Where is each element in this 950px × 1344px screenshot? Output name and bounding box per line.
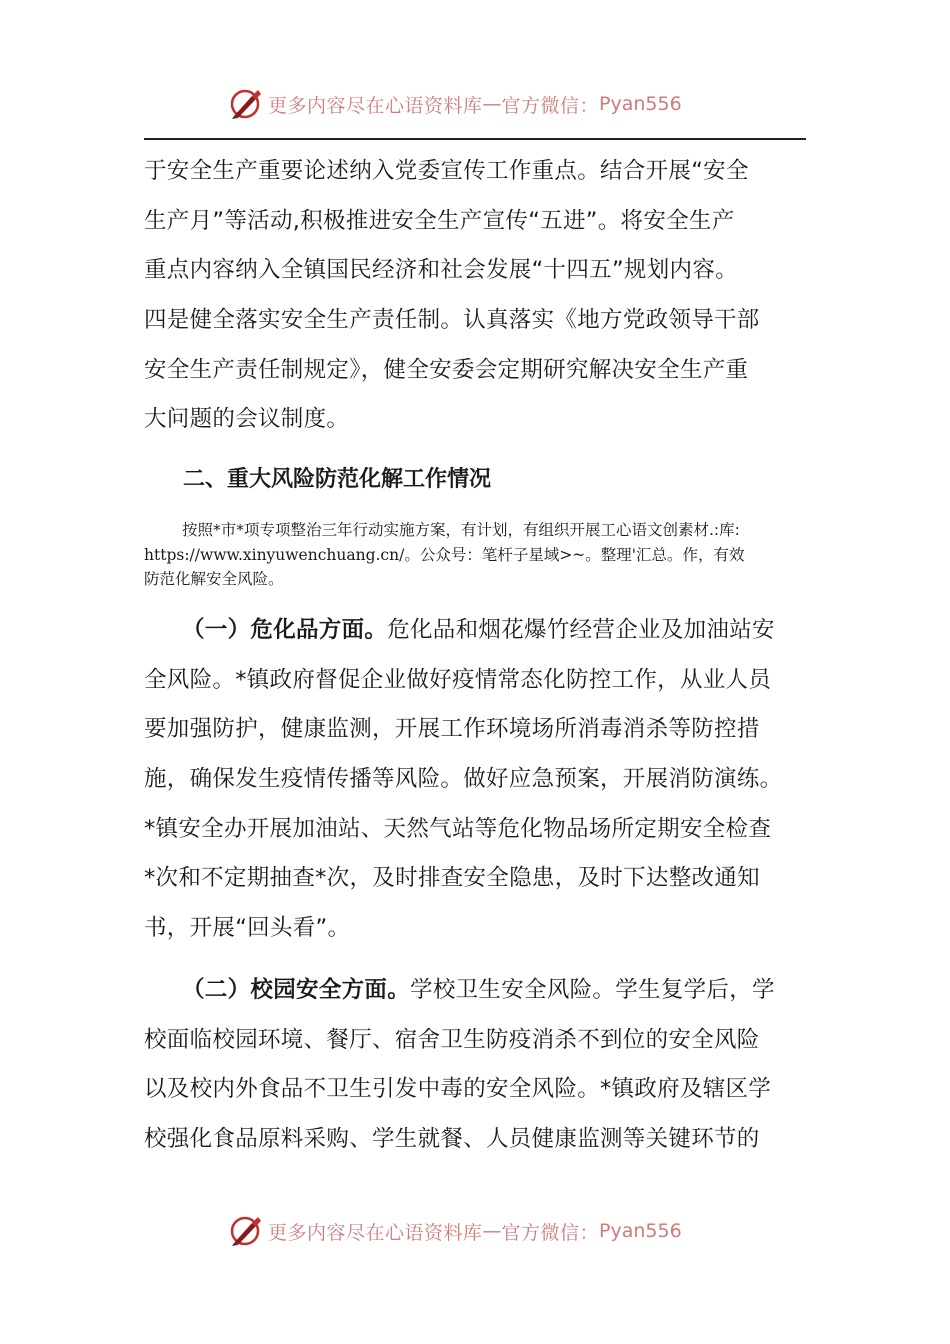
paragraph-1-line: 重点内容纳入全镇国民经济和社会发展“十四五”规划内容。: [144, 257, 738, 284]
paragraph-1: [144, 147, 824, 445]
header-official-label: 官方微信：: [501, 94, 600, 117]
header-rule: [144, 138, 806, 140]
paragraph-1-line: 四是健全落实安全生产责任制。认真落实《地方党政领导干部: [144, 307, 760, 334]
paragraph-1-line: 于安全生产重要论述纳入党委宣传工作重点。结合开展“安全: [144, 158, 749, 184]
paragraph-1-line: 生产月”等活动,积极推进安全生产宣传“五进”。将安全生产: [144, 207, 735, 234]
footer-banner-dash: —: [482, 1220, 502, 1242]
header-banner-dash: —: [482, 93, 502, 115]
section-heading: 二、重大风险防范化解工作情况: [183, 467, 492, 492]
paragraph-2-first-rest: 危化品和烟花爆竹经营企业及加油站安: [387, 617, 775, 643]
header-wechat-id: Pyan556: [599, 93, 682, 115]
paragraph-3: [144, 966, 824, 1165]
paragraph-2-line: 书，开展“回头看”。: [144, 915, 351, 942]
footer-banner-text: 更多内容尽在心语资料库: [268, 1221, 483, 1244]
paragraph-2-first-line: [144, 606, 824, 656]
paragraph-1-line: 大问题的会议制度。: [144, 406, 350, 433]
paragraph-3-line: 校强化食品原料采购、学生就餐、人员健康监测等关键环节的: [144, 1126, 760, 1153]
paragraph-2-line: *镇安全办开展加油站、天然气站等危化物品场所定期安全检查: [144, 815, 772, 842]
paragraph-2: [144, 606, 824, 954]
footer-banner: [228, 1211, 748, 1251]
paragraph-3-first-line: [144, 966, 824, 1016]
paragraph-3-line: 以及校内外食品不卫生引发中毒的安全风险。*镇政府及辖区学: [144, 1076, 772, 1103]
paragraph-2-lead: （一）危化品方面。: [182, 617, 388, 643]
pen-logo-icon: [228, 1213, 264, 1249]
footer-wechat-id: Pyan556: [599, 1220, 682, 1242]
paragraph-3-first-rest: 学校卫生安全风险。学生复学后，学: [410, 977, 775, 1003]
note-line: 按照*市*项专项整治三年行动实施方案，有计划，有组织开展工心语文创素材.:库:: [182, 521, 740, 539]
note-paragraph: [144, 518, 824, 592]
paragraph-2-line: 要加强防护，健康监测，开展工作环境场所消毒消杀等防控措: [144, 716, 760, 743]
pen-logo-icon: [228, 86, 264, 122]
note-line: https://www.xinyuwenchuang.cn/。公众号：笔杆子星域>~。整理'汇总。作，有效: [144, 545, 745, 564]
header-banner-text: 更多内容尽在心语资料库: [268, 94, 483, 117]
footer-official-label: 官方微信：: [501, 1221, 600, 1244]
paragraph-1-line: 安全生产责任制规定》，健全安委会定期研究解决安全生产重: [144, 356, 749, 383]
note-line: 防范化解安全风险。: [144, 570, 284, 588]
paragraph-2-line: *次和不定期抽查*次，及时排查安全隐患，及时下达整改通知: [144, 865, 760, 892]
header-banner: [228, 84, 748, 124]
paragraph-3-line: 校面临校园环境、餐厅、宿舍卫生防疫消杀不到位的安全风险: [144, 1026, 760, 1053]
paragraph-2-line: 施，确保发生疫情传播等风险。做好应急预案，开展消防演练。: [144, 766, 783, 793]
paragraph-2-line: 全风险。*镇政府督促企业做好疫情常态化防控工作，从业人员: [144, 666, 772, 693]
paragraph-3-lead: （二）校园安全方面。: [182, 977, 411, 1003]
